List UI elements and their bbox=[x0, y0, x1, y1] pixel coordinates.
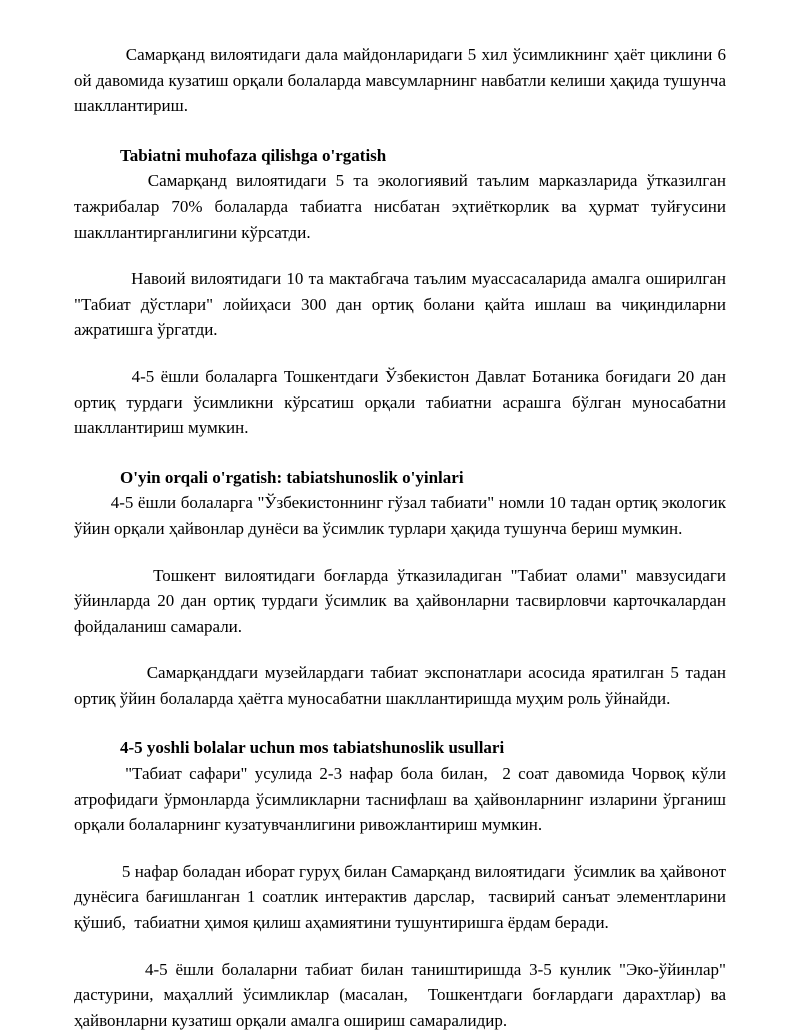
heading-nature-protection: Tabiatni muhofaza qilishga o'rgatish bbox=[120, 145, 387, 165]
paragraph-eco-centers: Самарқанд вилоятидаги 5 та экологиявий таълим марказларида ўтказилган тажрибалар 70% болаларда табиатга нисбатан эҳтиёткорлик ва ҳурмат туйғусини шакллантирганлигини кўрсатди. bbox=[74, 171, 731, 242]
paragraph-botanic-garden: 4-5 ёшли болаларга Тошкентдаги Ўзбекистон Давлат Ботаника боғидаги 20 дан ортиқ турдаги ўсимликни кўрсатиш орқали табиатни асрашга бўлган муносабатни шакллантириш мумкин. bbox=[74, 366, 731, 438]
paragraph-eco-games-program: 4-5 ёшли болаларни табиат билан таништиришда 3-5 кунлик "Эко-ўйинлар" дастурини, маҳаллий ўсимликлар (масалан, Тошкентдаги боғлардаги дарахтлар) ва ҳайвонларни кузатиш орқали амалга ошириш самаралидир. bbox=[74, 959, 731, 1030]
paragraph-eco-games: 4-5 ёшли болаларга "Ўзбекистоннинг гўзал табиати" номли 10 тадан ортиқ экологик ўйин орқали ҳайвонлар дунёси ва ўсимлик турлари ҳақида тушунча бериш мумкин. bbox=[74, 493, 731, 538]
heading-methods: 4-5 yoshli bolalar uchun mos tabiatshunoslik usullari bbox=[120, 738, 505, 758]
paragraph-navoi-project: Навоий вилоятидаги 10 та мактабгача таълим муассасаларида амалга оширилган "Табиат дўстлари" лойиҳаси 300 дан ортиқ болани қайта ишлаш ва чиқиндиларни ажратишга ўргатди. bbox=[74, 269, 731, 340]
paragraph-nature-safari: "Табиат сафари" усулида 2-3 нафар бола билан, 2 соат давомида Чорвоқ кўли атрофидаги ўрмонларда ўсимликларни таснифлаш ва ҳайвонларнинг изларини ўрганиш орқали болаларнинг кузатувчанлигини ривожлантириш мумкин. bbox=[74, 764, 731, 835]
paragraph-museum-games: Самарқанддаги музейлардаги табиат экспонатлари асосида яратилган 5 тадан ортиқ ўйин болаларда ҳаётга муносабатни шакллантиришда муҳим роль ўйнайди. bbox=[74, 663, 731, 708]
paragraph-seasons: Самарқанд вилоятидаги дала майдонларидаги 5 хил ўсимликнинг ҳаёт циклини 6 ой давомида кузатиш орқали болаларда мавсумларнинг навбатли келиши ҳақида тушунча шакллантириш. bbox=[74, 45, 731, 116]
document-page bbox=[74, 42, 731, 1033]
heading-learning-through-play: O'yin orqali o'rgatish: tabiatshunoslik o'yinlari bbox=[120, 467, 464, 487]
paragraph-interactive-lessons: 5 нафар боладан иборат гуруҳ билан Самарқанд вилоятидаги ўсимлик ва ҳайвонот дунёсига бағишланган 1 соатлик интерактив дарслар, тасвирий санъат элементларини қўшиб, табиатни ҳимоя қилиш аҳамиятини тушунтиришга ёрдам беради. bbox=[74, 861, 731, 933]
paragraph-nature-world-cards: Тошкент вилоятидаги боғларда ўтказиладиган "Табиат олами" мавзусидаги ўйинларда 20 дан ортиқ турдаги ўсимлик ва ҳайвонларни тасвирловчи карточкалардан фойдаланиш самарали. bbox=[74, 565, 731, 636]
